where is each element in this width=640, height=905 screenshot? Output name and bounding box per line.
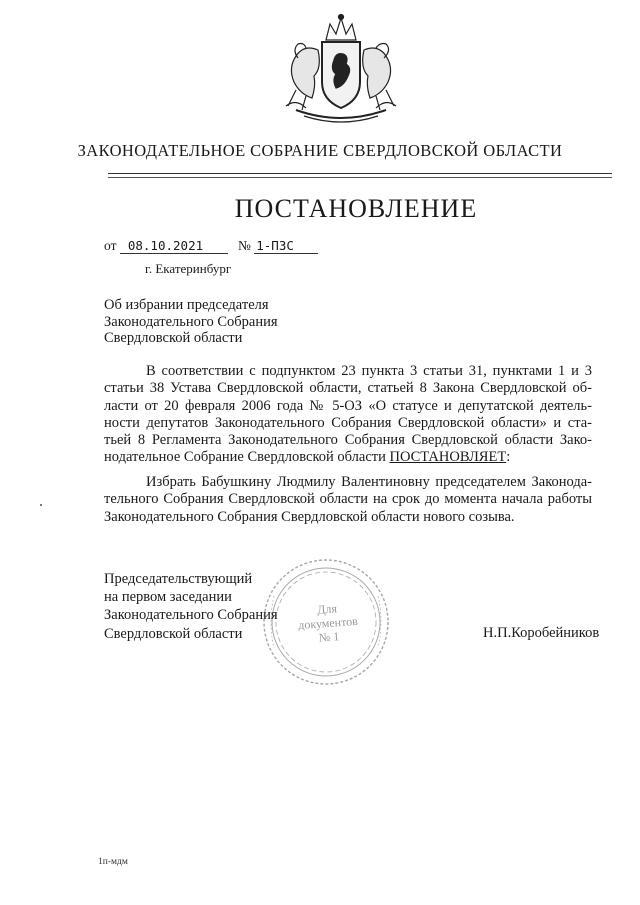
subject-line: Об избрании председателя — [104, 297, 269, 313]
body-line: Избрать Бабушкину Людмилу Валентиновну председателем Законода- — [146, 474, 592, 490]
body-paragraph-1 — [104, 363, 592, 467]
signatory-name: Н.П.Коробейников — [483, 625, 600, 641]
number-prefix: № — [237, 238, 251, 253]
position-line: на первом заседании — [104, 589, 232, 606]
document-type-title: ПОСТАНОВЛЕНИЕ — [234, 194, 478, 223]
document-subject — [104, 297, 278, 347]
body-line: тельного Собрания Свердловской области на срок до момента начала работы — [104, 491, 592, 508]
date-number-line — [104, 238, 318, 254]
position-line: Законодательного Собрания — [104, 607, 278, 624]
subject-line: Законодательного Собрания — [104, 313, 278, 330]
body-line: Законодательного Собрания Свердловской области нового созыва. — [104, 508, 515, 525]
document-number: 1-ПЗС — [254, 238, 318, 254]
header-rule-thick — [108, 173, 612, 174]
date-prefix: от — [104, 238, 117, 253]
stamp-text — [289, 599, 368, 646]
body-line: тьей 8 Регламента Законодательного Собрания Свердловской области Зако- — [104, 432, 592, 449]
document-date: 08.10.2021 — [120, 238, 228, 254]
body-line: В соответствии с подпунктом 23 пункта 3 статьи 31, пунктами 1 и 3 — [146, 363, 592, 379]
body-line-decree — [104, 449, 592, 466]
body-line: ласти от 20 февраля 2006 года № 5-ОЗ «О статусе и депутатской деятель- — [104, 397, 592, 414]
footer-code: 1п-мдм — [98, 857, 128, 867]
position-line: Председательствующий — [104, 571, 253, 587]
city-line: г. Екатеринбург — [145, 261, 232, 276]
coat-of-arms-emblem — [266, 10, 416, 130]
stamp-line: документов — [297, 613, 359, 633]
stamp-line: Для — [316, 601, 338, 617]
position-line: Свердловской области — [104, 625, 243, 642]
subject-line: Свердловской области — [104, 330, 243, 346]
body-line: ности депутатов Законодательного Собрания Свердловской области» и ста- — [104, 414, 592, 431]
scan-speck — [40, 504, 42, 506]
body-line: статьи 38 Устава Свердловской области, статьей 8 Закона Свердловской об- — [104, 380, 592, 397]
header-rule-thin — [108, 177, 612, 178]
stamp-line: № 1 — [318, 629, 340, 645]
organization-title: ЗАКОНОДАТЕЛЬНОЕ СОБРАНИЕ СВЕРДЛОВСКОЙ ОБЛАСТИ — [77, 141, 563, 160]
body-paragraph-2 — [104, 474, 592, 526]
signatory-position — [104, 570, 278, 643]
body-line-prefix: нодательное Собрание Свердловской области — [104, 449, 390, 466]
decree-colon: : — [506, 449, 511, 466]
decree-word: ПОСТАНОВЛЯЕТ — [389, 449, 507, 466]
